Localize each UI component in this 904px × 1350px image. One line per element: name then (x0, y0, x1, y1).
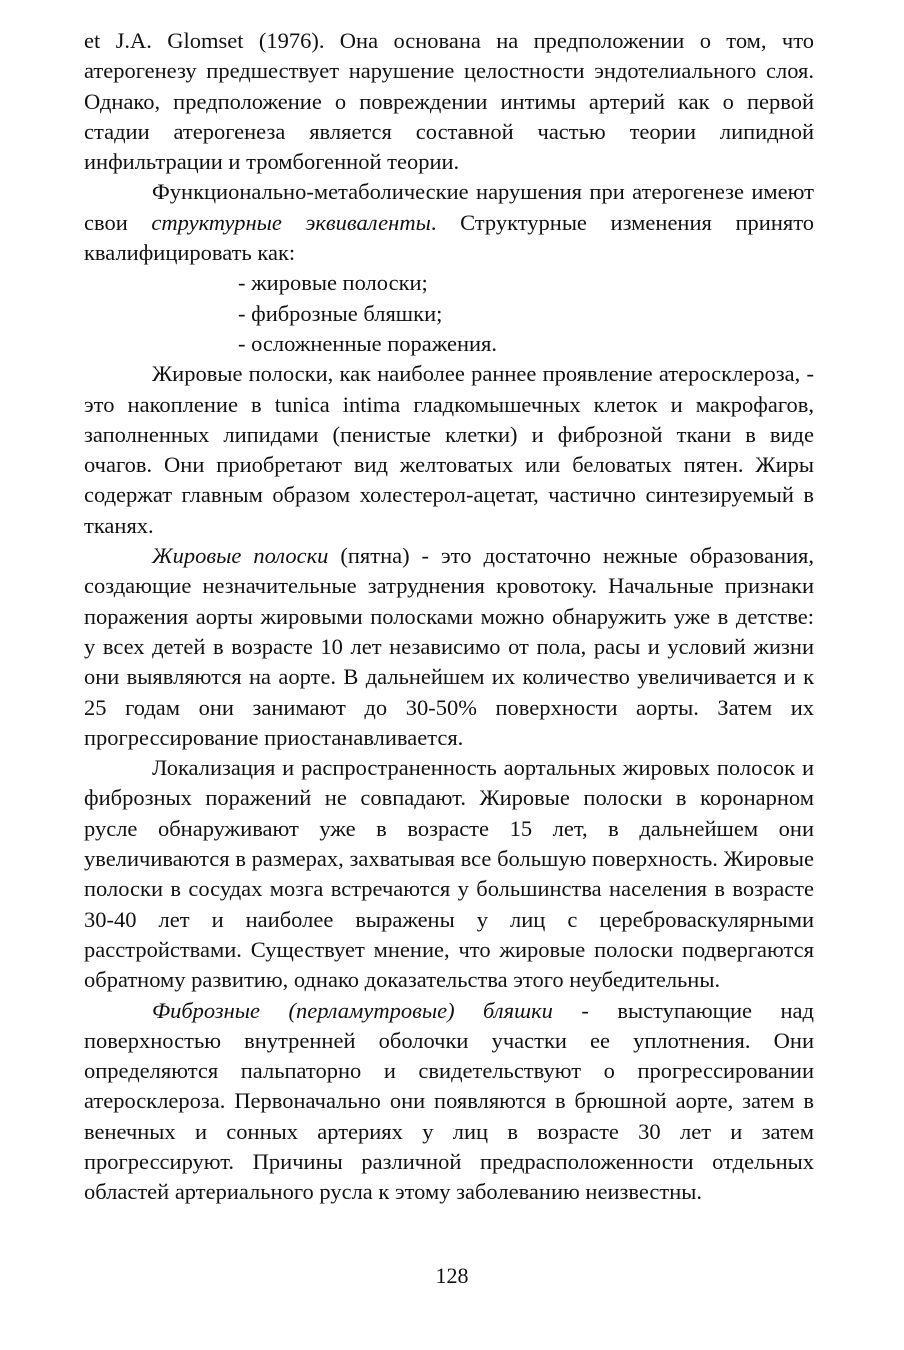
paragraph-intro (84, 26, 814, 177)
paragraph-structural-equivalents (84, 177, 814, 268)
paragraph-fibrous-plaques (84, 996, 814, 1208)
italic-term: Жировые полоски (152, 543, 329, 569)
paragraph-localization (84, 753, 814, 995)
paragraph-text: Функционально-метаболические нарушения при атерогенезе имеют свои (84, 179, 814, 235)
list-item: - жировые полоски; (238, 270, 428, 296)
paragraph-text: Жировые полоски, как наиболее раннее проявление атеросклероза, - это накопление в tunica intima гладкомышечных клеток и макрофагов, заполненных липидами (пенистые клетки) и фиброзной ткани в виде очагов. Они приобретают вид желтоватых или беловатых пятен. Жиры содержат главным образом холестерол-ацетат, частично синтезируемый в тканях. (84, 361, 814, 538)
italic-term: Фиброзные (перламутровые) бляшки (152, 997, 553, 1023)
list-item: - фиброзные бляшки; (238, 300, 443, 326)
paragraph-text: (пятна) - это достаточно нежные образования, создающие незначительные затруднения кровотоку. Начальные признаки поражения аорты жировыми полосками можно обнаружить уже в детстве: у всех детей в возрасте 10 лет независимо от пола, расы и условий жизни они выявляются на аорте. В дальнейшем их количество увеличивается и к 25 годам они занимают до 30-50% поверхности аорты. Затем их прогрессирование приостанавливается. (84, 543, 814, 750)
page-number: 128 (435, 1263, 469, 1288)
paragraph-text: Локализация и распространенность аортальных жировых полосок и фиброзных поражений не совпадают. Жировые полоски в коронарном русле обнаруживают уже в возрасте 15 лет, в дальнейшем они увеличиваются в размерах, захватывая все большую поверхность. Жировые полоски в сосудах мозга встречаются у большинства населения в возрасте 30-40 лет и наиболее выражены у лиц с цереброваскулярными расстройствами. Существует мнение, что жировые полоски подвергаются обратному развитию, однако доказательства этого неубедительны. (84, 755, 814, 993)
structural-changes-list (84, 268, 814, 359)
list-item: - осложненные поражения. (238, 330, 498, 356)
paragraph-text: - выступающие над поверхностью внутренней оболочки участки ее уплотнения. Они определяются пальпаторно и свидетельствуют о прогрессировании атеросклероза. Первоначально они появляются в брюшной аорте, затем в венечных и сонных артериях у лиц в возрасте 30 лет и затем прогрессируют. Причины различной предрасположенности отдельных областей артериального русла к этому заболеванию неизвестны. (84, 997, 814, 1205)
paragraph-fatty-streaks (84, 359, 814, 541)
italic-term: структурные эквиваленты (151, 209, 431, 235)
paragraph-fatty-streaks-spots (84, 541, 814, 753)
paragraph-text: et J.A. Glomset (1976). Она основана на предположении о том, что атерогенезу предшествует нарушение целостности эндотелиального слоя. Однако, предположение о повреждении интимы артерий как о первой стадии атерогенеза является составной частью теории липидной инфильтрации и тромбогенной теории. (84, 28, 814, 175)
paragraph-text: . Структурные изменения принято квалифицировать как: (84, 209, 815, 266)
